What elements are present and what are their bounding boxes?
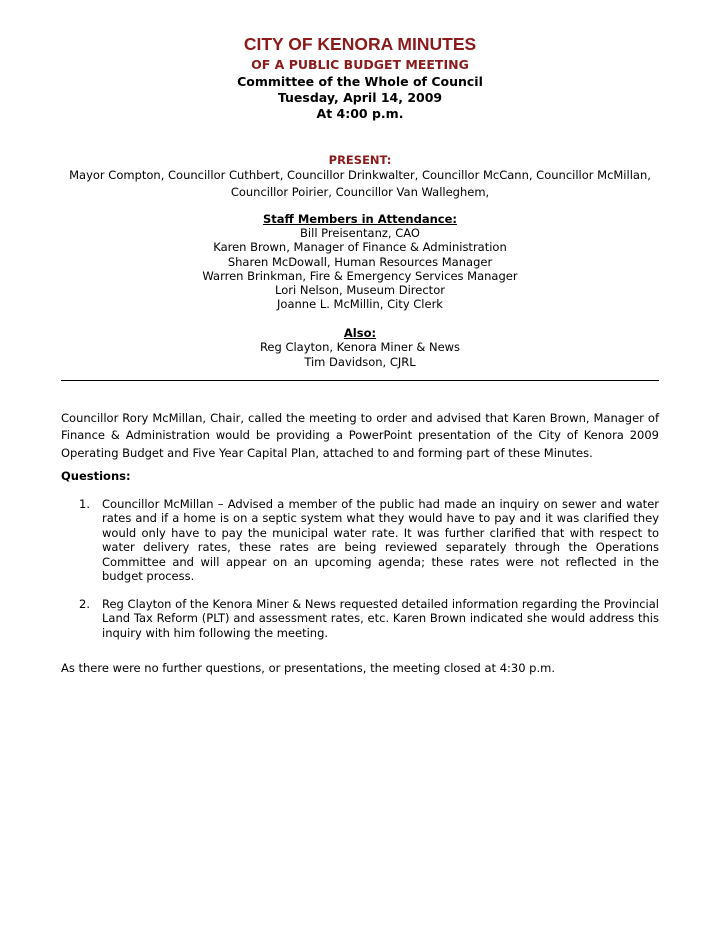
also-label: Also:: [343, 326, 377, 340]
questions-heading: Questions:: [61, 469, 131, 483]
document-subtitle: OF A PUBLIC BUDGET MEETING: [251, 57, 469, 72]
staff-member: Lori Nelson, Museum Director: [275, 283, 445, 297]
question-text: Reg Clayton of the Kenora Miner & News requested detailed information regarding the Provincial Land Tax Reform (PLT) and assessment rates, etc. Karen Brown indicated she would address this inquiry with him following the meeting.: [102, 597, 659, 640]
question-text: Councillor McMillan – Advised a member of the public had made an inquiry on sewer and water rates and if a home is on a septic system what they would have to pay and it was clarified they would only have to pay the municipal water rate. It was further clarified that with respect to water delivery rates, these rates are being reviewed separately through the Operations Committee and will appear on an upcoming agenda; these rates were not reflected in the budget process.: [102, 497, 659, 584]
staff-member: Karen Brown, Manager of Finance & Administration: [213, 240, 507, 254]
present-list: Mayor Compton, Councillor Cuthbert, Councillor Drinkwalter, Councillor McCann, Councillor McMillan, Councillor Poirier, Councillor Van Walleghem,: [69, 168, 651, 199]
separator-line: [61, 380, 659, 381]
question-number: 2.: [79, 597, 90, 611]
present-label: PRESENT:: [328, 153, 392, 167]
also-member: Reg Clayton, Kenora Miner & News: [259, 340, 461, 354]
document-title: CITY OF KENORA MINUTES: [243, 34, 477, 54]
also-member: Tim Davidson, CJRL: [304, 355, 416, 369]
staff-member: Warren Brinkman, Fire & Emergency Services Manager: [202, 269, 518, 283]
staff-member: Joanne L. McMillin, City Clerk: [277, 297, 443, 311]
meeting-time: At 4:00 p.m.: [316, 106, 404, 121]
staff-member: Bill Preisentanz, CAO: [300, 226, 420, 240]
question-item: [79, 597, 659, 640]
committee-name: Committee of the Whole of Council: [237, 74, 483, 89]
meeting-date: Tuesday, April 14, 2009: [277, 90, 443, 105]
question-number: 1.: [79, 497, 90, 511]
staff-member: Sharen McDowall, Human Resources Manager: [227, 255, 493, 269]
closing-paragraph: As there were no further questions, or presentations, the meeting closed at 4:30 p.m.: [61, 661, 555, 675]
staff-label: Staff Members in Attendance:: [262, 212, 458, 226]
question-item: [79, 497, 659, 583]
intro-paragraph: Councillor Rory McMillan, Chair, called the meeting to order and advised that Karen Brown, Manager of Finance & Administration would be providing a PowerPoint presentation of the City of Kenora 2009 Operating Budget and Five Year Capital Plan, attached to and forming part of these Minutes.: [61, 411, 659, 460]
